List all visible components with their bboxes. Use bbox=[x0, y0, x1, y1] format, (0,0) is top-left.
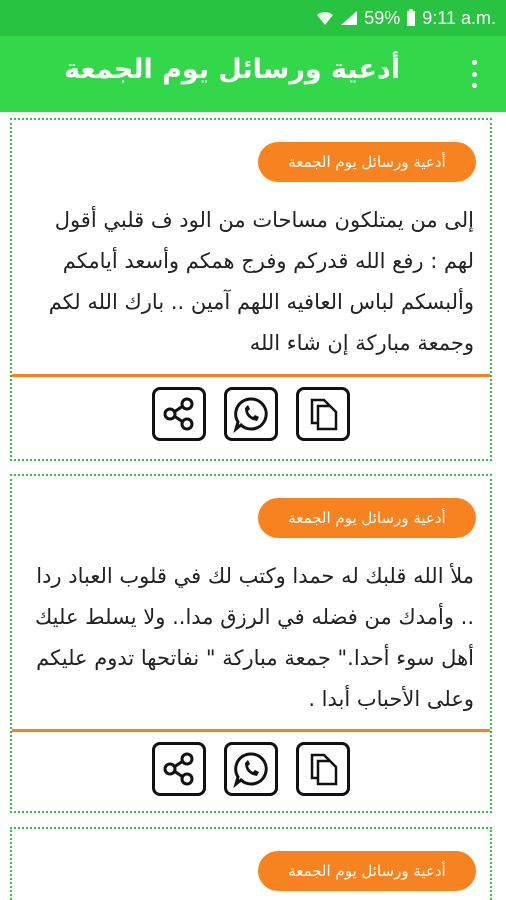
message-feed[interactable] bbox=[0, 112, 506, 900]
battery-level: 59% bbox=[364, 7, 401, 28]
copy-icon bbox=[304, 750, 342, 788]
battery-icon bbox=[406, 9, 416, 27]
wifi-icon bbox=[316, 10, 334, 26]
share-button[interactable] bbox=[152, 742, 206, 796]
message-text: إلى من يمتلكون مساحات من الود ف قلبي أقول لهم : رفع الله قدركم وفرج همكم وأسعد أيامكم وألبسكم لباس العافيه اللهم آمين .. بارك الله لكم وجمعة مباركة إن شاء الله bbox=[48, 208, 474, 355]
signal-icon bbox=[340, 10, 358, 26]
category-badge: أدعية ورسائل يوم الجمعة bbox=[258, 498, 476, 538]
card-divider bbox=[12, 729, 490, 732]
category-badge: أدعية ورسائل يوم الجمعة bbox=[258, 851, 476, 891]
category-badge: أدعية ورسائل يوم الجمعة bbox=[258, 142, 476, 182]
whatsapp-button[interactable] bbox=[224, 742, 278, 796]
whatsapp-icon bbox=[232, 750, 270, 788]
message-card bbox=[10, 474, 492, 813]
copy-button[interactable] bbox=[296, 742, 350, 796]
copy-icon bbox=[304, 395, 342, 433]
message-card bbox=[10, 118, 492, 461]
more-vertical-icon[interactable] bbox=[462, 60, 486, 88]
app-bar bbox=[0, 36, 506, 112]
status-bar bbox=[0, 0, 506, 36]
share-icon bbox=[160, 750, 198, 788]
card-actions bbox=[12, 739, 490, 799]
share-icon bbox=[160, 395, 198, 433]
clock: 9:11 a.m. bbox=[422, 7, 496, 28]
message-text: ملأ الله قلبك له حمدا وكتب لك في قلوب العباد ردا .. وأمدك من فضله في الرزق مدا.. ولا يسلط عليك أهل سوء أحدا." جمعة مباركة " نفاتحها تدوم عليكم وعلى الأحباب أبدا . bbox=[34, 564, 474, 711]
whatsapp-button[interactable] bbox=[224, 387, 278, 441]
message-card bbox=[10, 827, 492, 900]
card-actions bbox=[12, 384, 490, 444]
card-divider bbox=[12, 374, 490, 377]
whatsapp-icon bbox=[232, 395, 270, 433]
copy-button[interactable] bbox=[296, 387, 350, 441]
page-title: أدعية ورسائل يوم الجمعة bbox=[64, 54, 400, 85]
share-button[interactable] bbox=[152, 387, 206, 441]
